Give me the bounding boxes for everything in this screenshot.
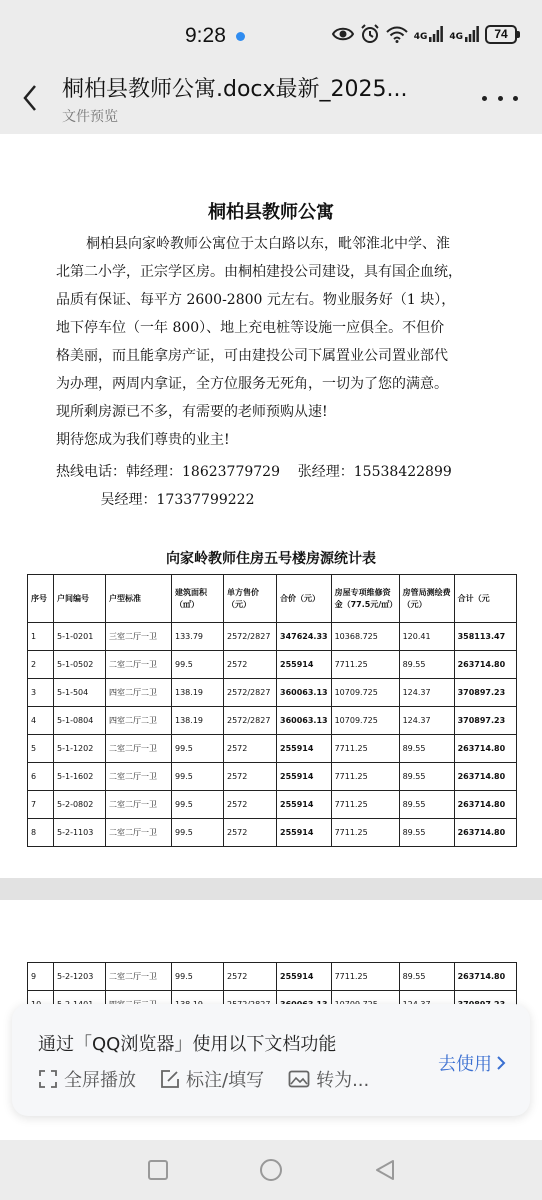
paragraph-line: 为办理，两周内拿证，全方位服务无死角，一切为了您的满意。 [56,376,448,392]
feature-convert[interactable] [288,1066,369,1092]
dot [513,96,518,101]
table-body [28,623,517,847]
table-cell: 255914 [277,651,332,679]
table-cell: 10368.725 [331,623,399,651]
table-cell: 8 [28,819,54,847]
network-label-1: 4G [413,32,428,42]
home-icon[interactable] [259,1158,283,1182]
signal-bars-icon [429,26,443,42]
table-cell: 120.41 [399,623,454,651]
qq-browser-popup[interactable] [12,1004,530,1116]
table-cell: 二室二厅一卫 [106,763,172,791]
table-cell: 99.5 [172,651,224,679]
header-cell: 房屋专项维修资金（77.5元/㎡） [331,575,399,623]
back-nav-icon[interactable] [373,1158,397,1182]
table-cell: 263714.80 [454,791,516,819]
header-cell: 合计（元 [454,575,516,623]
table-row [28,707,517,735]
status-icons [332,24,520,44]
header-cell: 单方售价（元） [224,575,277,623]
intro-paragraph [56,230,492,454]
table-cell: 263714.80 [454,963,516,991]
feature-annotate[interactable] [160,1066,264,1092]
table-cell: 5-1-0804 [54,707,106,735]
table-cell: 89.55 [399,651,454,679]
table-row [28,623,517,651]
paragraph-line: 北第二小学，正宗学区房。由桐柏建投公司建设，具有国企血统， [56,264,462,280]
header-cell: 建筑面积（㎡） [172,575,224,623]
housing-table [27,574,517,847]
edit-icon [160,1069,180,1089]
table-cell: 1 [28,623,54,651]
table-cell: 7711.25 [331,651,399,679]
header-cell: 户型标准 [106,575,172,623]
use-now-button[interactable] [438,1050,506,1076]
header-cell: 房管局测绘费（元） [399,575,454,623]
table-cell: 7711.25 [331,791,399,819]
file-title: 桐柏县教师公寓.docx最新_2025... [62,77,408,102]
table-cell: 89.55 [399,763,454,791]
table-cell: 2572 [224,763,277,791]
table-cell: 7711.25 [331,819,399,847]
battery-level: 74 [485,25,517,44]
file-subtitle: 文件预览 [62,109,118,125]
table-cell: 三室二厅一卫 [106,623,172,651]
table-cell: 9 [28,963,54,991]
table-cell: 99.5 [172,763,224,791]
hotline-line: 吴经理：17337799222 [56,492,255,508]
wifi-icon [386,26,408,43]
table-cell: 10709.725 [331,707,399,735]
table-cell: 89.55 [399,735,454,763]
table-cell: 370897.23 [454,707,516,735]
table-cell: 138.19 [172,707,224,735]
table-cell: 二室二厅一卫 [106,819,172,847]
table-cell: 263714.80 [454,651,516,679]
table-cell: 5-2-1203 [54,963,106,991]
table-cell: 89.55 [399,791,454,819]
table-cell: 5-1-0201 [54,623,106,651]
table-cell: 2572/2827 [224,623,277,651]
recent-apps-icon[interactable] [146,1158,170,1182]
table-cell: 7711.25 [331,763,399,791]
table-header-row [28,575,517,623]
use-now-label: 去使用 [438,1054,492,1075]
table-caption: 向家岭教师住房五号楼房源统计表 [166,551,376,567]
signal-2 [449,26,479,42]
table-cell: 99.5 [172,791,224,819]
table-cell: 5-1-1202 [54,735,106,763]
table-cell: 99.5 [172,735,224,763]
table-row [28,791,517,819]
paragraph-line: 现所剩房源已不多，有需要的老师预购从速! [56,404,328,420]
table-cell: 5-2-1103 [54,819,106,847]
table-cell: 6 [28,763,54,791]
table-cell: 二室二厅一卫 [106,963,172,991]
system-nav-bar [0,1140,542,1200]
table-cell: 255914 [277,819,332,847]
table-cell: 四室二厅二卫 [106,707,172,735]
table-cell: 5-1-0502 [54,651,106,679]
table-cell: 360063.13 [277,707,332,735]
paragraph-line: 地下停车位（一年 800）、地上充电桩等设施一应俱全。不但价 [56,320,445,336]
table-cell: 255914 [277,791,332,819]
table-cell: 2572 [224,791,277,819]
table-cell: 4 [28,707,54,735]
document-title: 桐柏县教师公寓 [208,202,334,223]
table-cell: 124.37 [399,707,454,735]
feature-label: 转为... [316,1070,370,1091]
table-cell: 四室二厅二卫 [106,679,172,707]
table-cell: 二室二厅一卫 [106,735,172,763]
table-cell: 5-1-504 [54,679,106,707]
dot [482,96,487,101]
signal-bars-icon [465,26,479,42]
more-options-button[interactable] [482,84,518,112]
fullscreen-icon [38,1069,58,1089]
notification-dot [236,32,245,41]
table-cell: 7711.25 [331,735,399,763]
table-cell: 2572 [224,819,277,847]
feature-label: 标注/填写 [186,1070,265,1091]
table-cell: 255914 [277,763,332,791]
image-icon [288,1069,310,1089]
hotline-block [56,458,492,514]
table-cell: 二室二厅一卫 [106,651,172,679]
paragraph-line: 期待您成为我们尊贵的业主! [56,432,230,448]
chevron-left-icon [22,84,38,112]
paragraph-line: 品质有保证、每平方 2600-2800 元左右。物业服务好（1 块）， [56,292,456,308]
header-cell: 合价（元） [277,575,332,623]
table-cell: 7 [28,791,54,819]
table-cell: 10709.725 [331,679,399,707]
back-button[interactable] [14,80,46,116]
table-cell: 3 [28,679,54,707]
alarm-icon [360,24,380,44]
table-cell: 138.19 [172,679,224,707]
table-cell: 99.5 [172,963,224,991]
table-cell: 360063.13 [277,679,332,707]
table-cell: 2 [28,651,54,679]
paragraph-line: 桐柏县向家岭教师公寓位于太白路以东，毗邻淮北中学、淮 [86,236,450,252]
table-cell: 2572/2827 [224,707,277,735]
table-cell: 2572 [224,963,277,991]
table-cell: 255914 [277,735,332,763]
table-cell: 370897.23 [454,679,516,707]
table-cell: 263714.80 [454,735,516,763]
table-row [28,763,517,791]
popup-features [38,1066,369,1092]
table-cell: 89.55 [399,819,454,847]
table-cell: 7711.25 [331,963,399,991]
table-row [28,651,517,679]
popup-message: 通过「QQ浏览器」使用以下文档功能 [38,1034,337,1055]
document-page-1[interactable] [0,134,542,878]
page-separator [0,878,542,900]
signal-1 [414,26,444,42]
table-cell: 5 [28,735,54,763]
table-cell: 263714.80 [454,819,516,847]
table-cell: 2572 [224,735,277,763]
table-row [28,819,517,847]
table-cell: 89.55 [399,963,454,991]
header-cell: 户间编号 [54,575,106,623]
table-row [28,735,517,763]
table-cell: 358113.47 [454,623,516,651]
status-time: 9:28 [185,24,226,47]
header-cell: 序号 [28,575,54,623]
table-cell: 133.79 [172,623,224,651]
table-cell: 5-2-0802 [54,791,106,819]
table-cell: 二室二厅一卫 [106,791,172,819]
table-cell: 99.5 [172,819,224,847]
battery-icon [485,25,520,44]
table-cell: 5-1-1602 [54,763,106,791]
feature-fullscreen[interactable] [38,1066,136,1092]
hotline-line: 热线电话：韩经理：18623779729 张经理：15538422899 [56,464,452,480]
table-cell: 263714.80 [454,763,516,791]
paragraph-line: 格美丽，而且能拿房产证，可由建投公司下属置业公司置业部代 [56,348,448,364]
table-row [28,679,517,707]
feature-label: 全屏播放 [64,1070,136,1091]
table-cell: 124.37 [399,679,454,707]
dot [498,96,503,101]
table-cell: 255914 [277,963,332,991]
table-cell: 347624.33 [277,623,332,651]
table-cell: 2572/2827 [224,679,277,707]
network-label-2: 4G [449,32,463,42]
table-row [28,963,517,991]
table-cell: 2572 [224,651,277,679]
chevron-right-icon [496,1055,506,1071]
eye-icon [332,26,354,42]
app-header [0,60,542,132]
